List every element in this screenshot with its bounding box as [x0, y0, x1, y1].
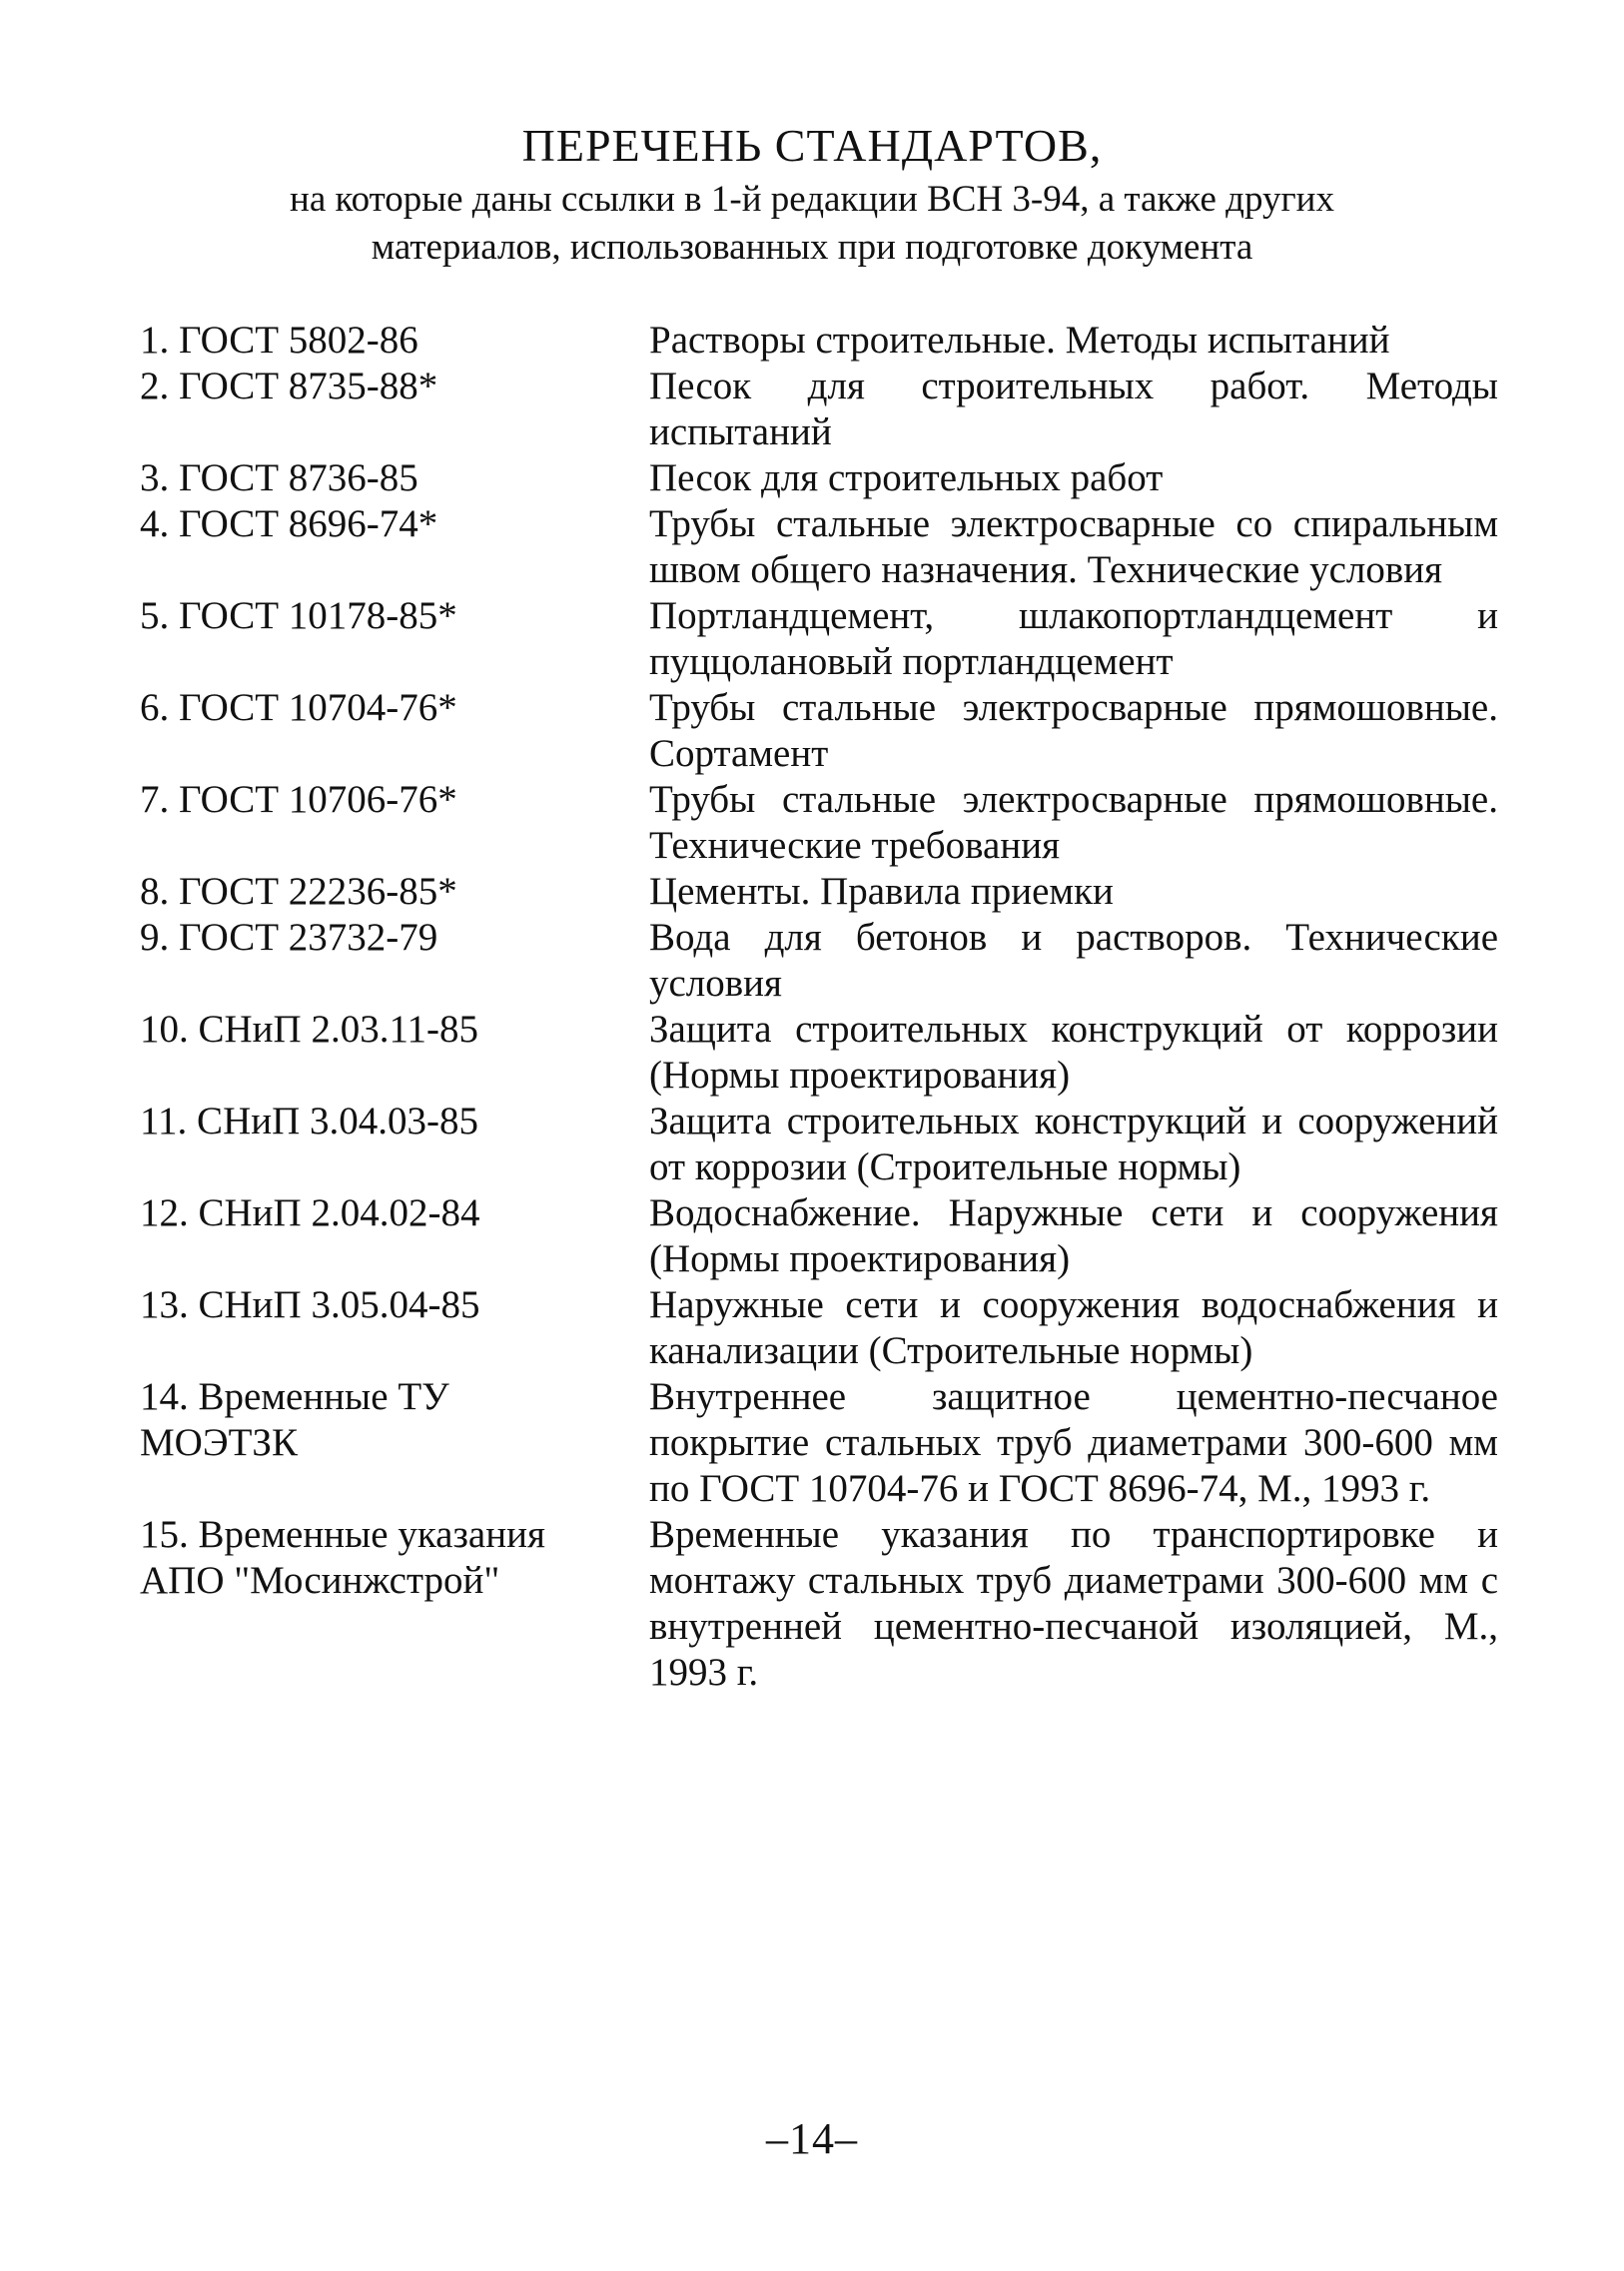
standard-row	[140, 869, 1498, 915]
standard-row	[140, 593, 1498, 685]
standard-description: Вода для бетонов и растворов. Технические условия	[649, 916, 1498, 1005]
standard-code: 4. ГОСТ 8696-74*	[140, 502, 438, 545]
standard-description: Защита строительных конструкций от коррозии (Нормы проектирования)	[649, 1008, 1498, 1097]
standard-description: Трубы стальные электросварные со спиральным швом общего назначения. Технические условия	[649, 502, 1498, 591]
page-number: –14–	[766, 2114, 858, 2163]
standard-description: Защита строительных конструкций и сооружений от коррозии (Строительные нормы)	[649, 1100, 1498, 1188]
standard-description: Портландцемент, шлакопортландцемент и пуццолановый портландцемент	[649, 594, 1498, 683]
standard-row	[140, 1007, 1498, 1099]
standard-description: Наружные сети и сооружения водоснабжения и канализации (Строительные нормы)	[649, 1283, 1498, 1372]
standard-row	[140, 685, 1498, 777]
standard-description: Песок для строительных работ. Методы испытаний	[649, 365, 1498, 453]
standard-row	[140, 455, 1498, 501]
standard-code: 12. СНиП 2.04.02-84	[140, 1191, 480, 1234]
standard-row	[140, 364, 1498, 455]
standard-code: 2. ГОСТ 8735-88*	[140, 365, 438, 407]
standard-code: 3. ГОСТ 8736-85	[140, 456, 418, 499]
standard-code: 7. ГОСТ 10706-76*	[140, 778, 457, 821]
standard-code: 14. Временные ТУ МОЭТЗК	[140, 1375, 449, 1464]
document-title: ПЕРЕЧЕНЬ СТАНДАРТОВ,	[521, 120, 1103, 171]
standard-code: 11. СНиП 3.04.03-85	[140, 1100, 479, 1142]
standard-code: 15. Временные указания АПО "Мосинжстрой"	[140, 1513, 545, 1602]
standard-code: 1. ГОСТ 5802-86	[140, 319, 418, 362]
standard-row	[140, 1374, 1498, 1512]
standard-description: Цементы. Правила приемки	[649, 870, 1114, 913]
standard-description: Песок для строительных работ	[649, 456, 1164, 499]
standard-row	[140, 1512, 1498, 1696]
document-heading	[0, 118, 1624, 272]
standard-description: Водоснабжение. Наружные сети и сооружения (Нормы проектирования)	[649, 1191, 1498, 1280]
subtitle-line-1: на которые даны ссылки в 1-й редакции ВСН 3-94, а также других	[290, 179, 1334, 220]
standard-description: Трубы стальные электросварные прямошовные. Технические требования	[649, 778, 1498, 867]
standard-code: 9. ГОСТ 23732-79	[140, 916, 438, 959]
standard-code: 6. ГОСТ 10704-76*	[140, 686, 457, 729]
standards-list	[140, 318, 1498, 1696]
document-subtitle	[0, 176, 1624, 272]
standard-row	[140, 1282, 1498, 1374]
subtitle-line-2: материалов, использованных при подготовке документа	[371, 227, 1253, 268]
standard-code: 5. ГОСТ 10178-85*	[140, 594, 457, 637]
standard-code: 8. ГОСТ 22236-85*	[140, 870, 457, 913]
standard-description: Временные указания по транспортировке и монтажу стальных труб диаметрами 300-600 мм с внутренней цементно-песчаной изоляцией, М., 1993 г.	[649, 1513, 1498, 1694]
standard-code: 10. СНиП 2.03.11-85	[140, 1008, 479, 1051]
standard-row	[140, 1190, 1498, 1282]
standard-row	[140, 501, 1498, 593]
standard-description: Трубы стальные электросварные прямошовные. Сортамент	[649, 686, 1498, 775]
standard-code: 13. СНиП 3.05.04-85	[140, 1283, 480, 1326]
standard-row	[140, 318, 1498, 364]
standard-row	[140, 777, 1498, 869]
standard-row	[140, 915, 1498, 1007]
standard-description: Растворы строительные. Методы испытаний	[649, 319, 1390, 362]
standard-description: Внутреннее защитное цементно-песчаное покрытие стальных труб диаметрами 300-600 мм по ГОСТ 10704-76 и ГОСТ 8696-74, М., 1993 г.	[649, 1375, 1498, 1510]
standard-row	[140, 1099, 1498, 1190]
